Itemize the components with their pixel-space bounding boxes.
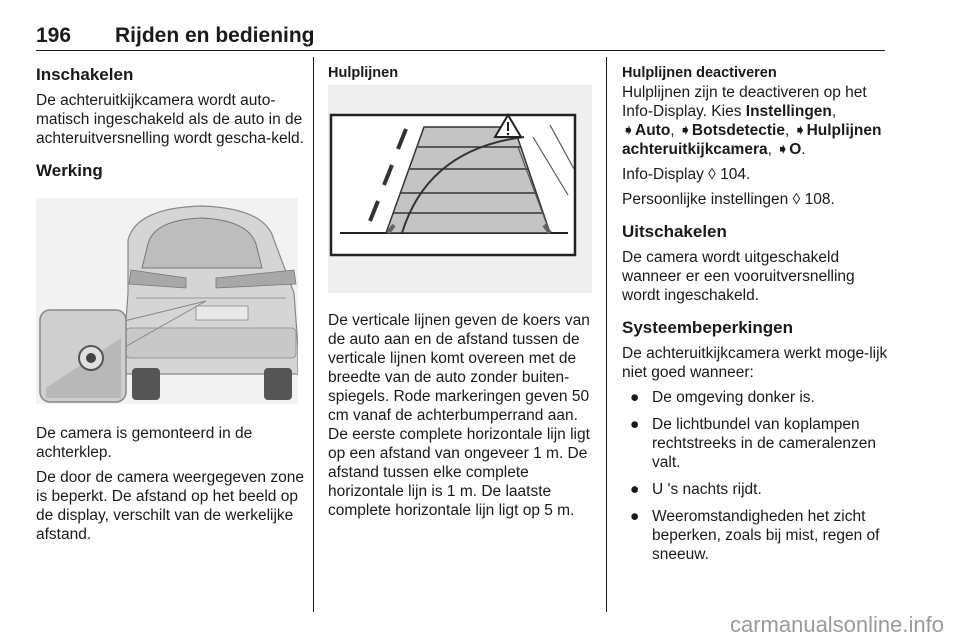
paragraph: De achteruitkijkcamera werkt moge-lijk niet goed wanneer: [622, 345, 888, 381]
reference-icon: ◊ [792, 191, 801, 208]
parking-guidelines-illustration [328, 85, 592, 293]
paragraph: De achteruitkijkcamera wordt auto-matisch ingeschakeld als de auto in de achteruitversnelling wordt gescha-keld. [36, 92, 304, 147]
paragraph: De camera is gemonteerd in de achterklep. [36, 425, 253, 461]
page-header [36, 20, 885, 51]
watermark: carmanualsonline.info [729, 612, 944, 637]
limitations-list [622, 388, 890, 564]
list-item: ● Weeromstandigheden het zicht beperken, zoals bij mist, regen of sneeuw. [630, 508, 880, 563]
column-divider [313, 57, 314, 612]
arrow-icon: ➧ [678, 122, 692, 139]
column-left [36, 62, 304, 550]
menu-item-auto: Auto [635, 122, 671, 139]
heading-systeembeperkingen: Systeembeperkingen [622, 318, 794, 337]
heading-hulplijnen-deactiveren: Hulplijnen deactiveren [622, 65, 777, 81]
arrow-icon: ➧ [776, 141, 790, 158]
list-item: ● U 's nachts rijdt. [630, 481, 762, 498]
bullet-icon: ● [630, 508, 640, 525]
paragraph: De camera wordt uitgeschakeld wanneer er een vooruitversnelling wordt ingeschakeld. [622, 249, 855, 304]
menu-item-instellingen: Instellingen [745, 103, 832, 120]
arrow-icon: ➧ [793, 122, 807, 139]
column-right [622, 62, 890, 572]
heading-hulplijnen: Hulplijnen [328, 65, 399, 81]
bullet-icon: ● [630, 389, 640, 406]
page-number: 196 [36, 24, 72, 47]
heading-uitschakelen: Uitschakelen [622, 222, 727, 241]
reference-info-display: Info-Display ◊ 104. [622, 166, 751, 183]
menu-item-hulplijnen: Hulplijnen achteruitkijkcamera [622, 122, 882, 158]
list-item: ● De lichtbundel van koplampen rechtstreeks in de cameralenzen valt. [630, 416, 877, 471]
menu-item-botsdetectie: Botsdetectie [691, 122, 785, 139]
paragraph-menu-path: Hulplijnen zijn te deactiveren op het Info-Display. Kies Instellingen, ➧Auto, ➧Botsdetectie, ➧Hulplijnen achteruitkijkcamera, ➧O. [622, 84, 882, 158]
reference-icon: ◊ [708, 166, 716, 183]
list-item: ● De omgeving donker is. [630, 389, 815, 406]
section-title: Rijden en bediening [115, 24, 315, 47]
heading-inschakelen: Inschakelen [36, 65, 134, 84]
column-middle [328, 62, 594, 526]
bullet-icon: ● [630, 416, 640, 433]
circle-icon: O [789, 141, 802, 158]
paragraph: De door de camera weergegeven zone is beperkt. De afstand op het beeld op de display, verschilt van de werkelijke afstand. [36, 469, 304, 543]
rear-camera-illustration [36, 198, 298, 404]
arrow-icon: ➧ [622, 122, 635, 139]
heading-werking: Werking [36, 161, 103, 180]
bullet-icon: ● [630, 481, 640, 498]
reference-personal-settings: Persoonlijke instellingen ◊ 108. [622, 191, 835, 208]
paragraph: De verticale lijnen geven de koers van de auto aan en de afstand tussen de verticale lijnen komt overeen met de breedte van de auto zonder buiten-spiegels. Rode markeringen geven 50 cm vanaf de achterbumperrand aan. De eerste complete horizontale lijn ligt op een afstand van ongeveer 1 m. De afstand tussen elke complete horizontale lijn is 1 m. De laatste complete horizontale lijn ligt op 5 m. [328, 312, 590, 519]
column-divider [606, 57, 607, 612]
